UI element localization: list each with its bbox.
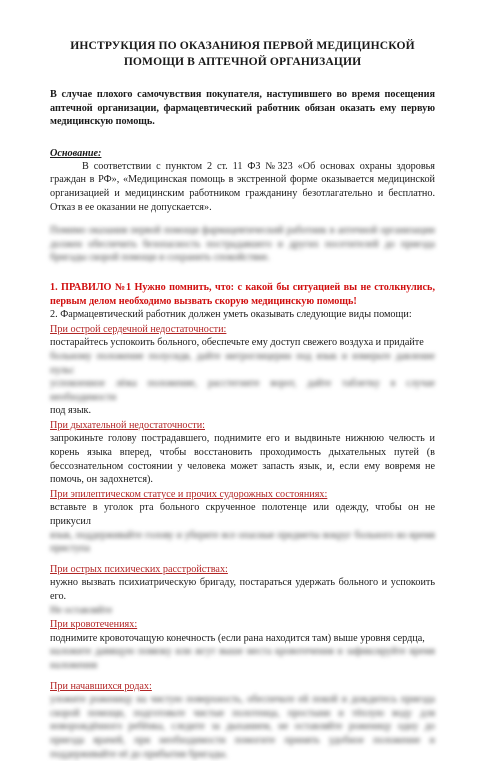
section-heading-bleeding: При кровотечениях: [50,619,138,631]
section-text-cardiac: постарайтесь успокоить больного, обеспечьте ему доступ свежего воздуха и придайте [50,337,424,349]
section-tail-cardiac: под язык. [50,405,92,417]
blurred-paragraph: Помимо оказания первой помощи фармацевтический работник в аптечной организации должен обеспечить безопасность пострадавшего и других посетителей до приезда бригады скорой помощи и сохранить спокойствие. [50,225,435,264]
section-text-bleeding: поднимите кровоточащую конечность (если рана находится там) выше уровня сердца, [50,632,425,644]
section-heading-epilepsy: При эпилептическом статусе и прочих судорожных состояниях: [50,488,328,500]
blurred-line: больному положение полусидя, дайте нитроглицерин под язык и измерьте давление пульс [50,350,435,376]
blurred-line: Не оставляйте [50,604,113,616]
rule-1: 1. ПРАВИЛО №1 Нужно помнить, что: с какой бы ситуацией вы не столкнулись, первым делом необходимо вызвать скорую медицинскую помощь! [50,281,435,307]
intro-paragraph: В случае плохого самочувствия покупателя, наступившего во время посещения аптечной организации, фармацевтический работник обязан оказать ему первую медицинскую помощь. [50,89,435,128]
basis-label: Основание: [50,147,102,159]
section-heading-cardiac: При острой сердечной недостаточности: [50,323,227,335]
section-heading-childbirth: При начавшихся родах: [50,680,152,692]
section-heading-respiratory: При дыхательной недостаточности: [50,419,205,431]
section-text-epilepsy: вставьте в уголок рта больного скрученное полотенце или одежду, чтобы он не прикусил [50,502,435,528]
blurred-paragraph: уложите роженицу на чистую поверхность, обеспечьте ей покой и дождитесь приезда скорой помощи, подготовьте чистые полотенца, простыни и тёплую воду для новорождённого ребёнка, следите за дыханием, не оставляйте роженицу одну до приезда врачей, при необходимости помогите принять удобное положение и поддерживайте её до прибытия бригады. [50,694,435,760]
basis-text: В соответствии с пунктом 2 ст. 11 ФЗ №323 «Об основах охраны здоровья граждан в РФ», «Медицинская помощь в экстренной форме оказывается медицинской организацией и медицинским работником гражданину безотлагательно и бесплатно. Отказ в ее оказании не допускается». [50,160,435,213]
blurred-line: успокоенное лёжа положение, расстегните ворот, дайте таблетку в случае необходимости [50,378,435,403]
blurred-line: язык, поддерживайте голову и уберите все опасные предметы вокруг больного во время приступа [50,529,435,555]
rule-2: 2. Фармацевтический работник должен уметь оказывать следующие виды помощи: [50,309,412,321]
blurred-line: наложите давящую повязку или жгут выше места кровотечения и зафиксируйте время наложения [50,646,435,671]
document-title: ИНСТРУКЦИЯ ПО ОКАЗАНИЮЯ ПЕРВОЙ МЕДИЦИНСКОЙ ПОМОЩИ В АПТЕЧНОЙ ОРГАНИЗАЦИИ [70,39,415,68]
section-heading-mental: При острых психических расстройствах: [50,563,228,575]
section-text-respiratory: запрокиньте голову пострадавшего, поднимите его и выдвиньте нижнюю челюсть и корень языка вперед, чтобы восстановить проходимость дыхательных путей (в бессознательном состоянии у человека может запасть язык, и, если ему вовремя не помочь, он задохнется). [50,433,435,486]
section-text-mental: нужно вызвать психиатрическую бригаду, постараться удержать больного и успокоить его. [50,577,435,602]
